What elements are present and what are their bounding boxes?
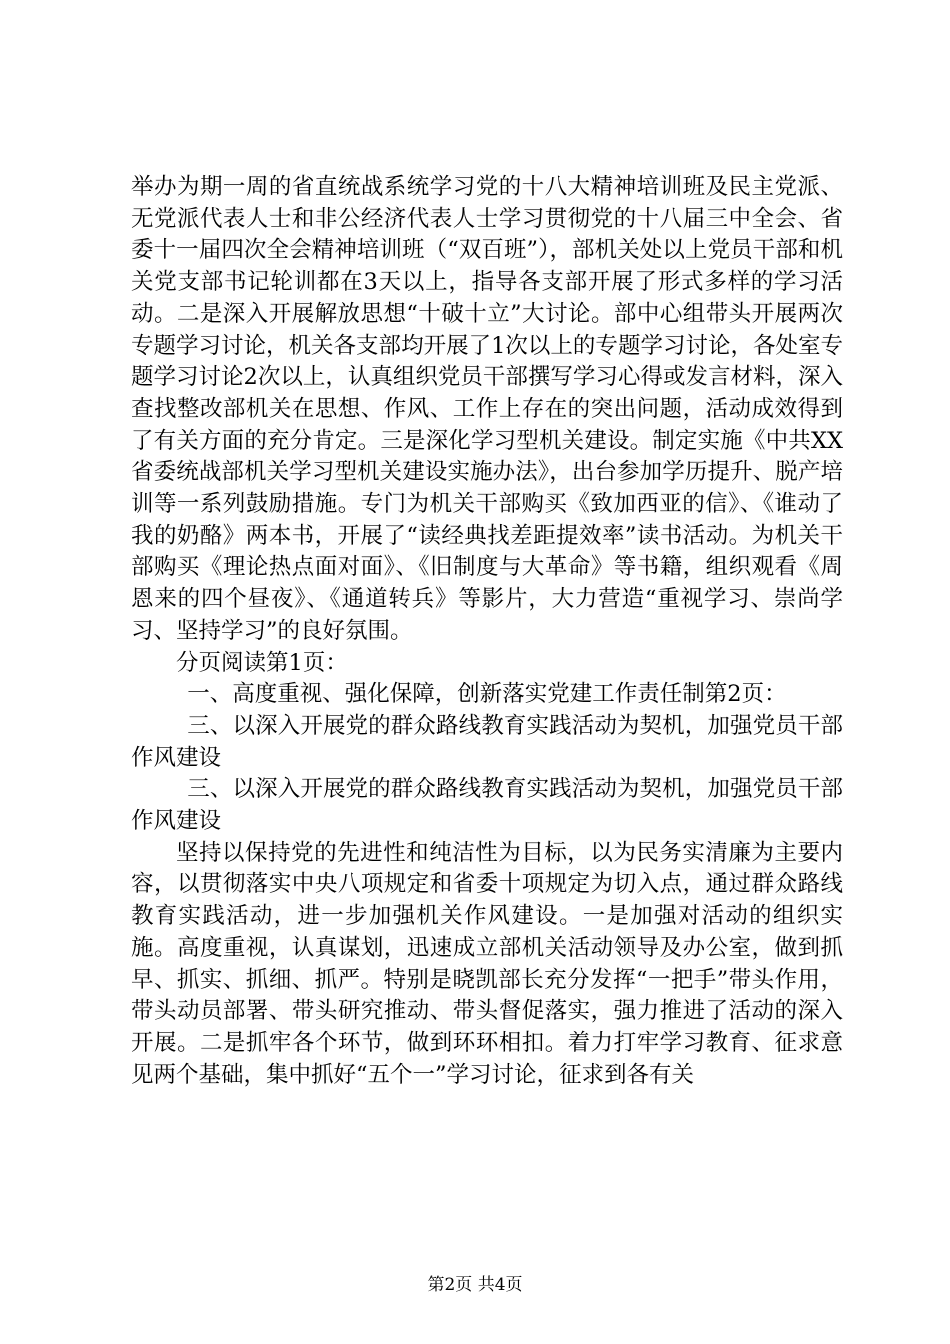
page-footer: 第2页 共4页 xyxy=(427,1275,523,1295)
paragraph-section-three-heading-repeat: 三、以深入开展党的群众路线教育实践活动为契机，加强党员干部作风建设 xyxy=(131,776,843,835)
paragraph-page-nav-1: 分页阅读第1页： xyxy=(176,649,348,676)
paragraph-section-one-heading: 一、高度重视、强化保障，创新落实党建工作责任制第2页： xyxy=(187,681,787,708)
paragraph-study-activities: 举办为期一周的省直统战系统学习党的十八大精神培训班及民主党派、无党派代表人士和非公经济代表人士学习贯彻党的十八届三中全会、省委十一届四次全会精神培训班（“双百班”），部机关处以上党员干部和机关党支部书记轮训都在3天以上，指导各支部开展了形式多样的学习活动。二是深入开展解放思想“十破十立”大讨论。部中心组带头开展两次专题学习讨论，机关各支部均开展了1次以上的专题学习讨论，各处室专题学习讨论2次以上，认真组织党员干部撰写学习心得或发言材料，深入查找整改部机关在思想、作风、工作上存在的突出问题，活动成效得到了有关方面的充分肯定。三是深化学习型机关建设。制定实施《中共XX省委统战部机关学习型机关建设实施办法》，出台参加学历提升、脱产培训等一系列鼓励措施。专门为机关干部购买《致加西亚的信》、《谁动了我的奶酪》两本书，开展了“读经典找差距提效率”读书活动。为机关干部购买《理论热点面对面》、《旧制度与大革命》等书籍，组织观看《周恩来的四个昼夜》、《通道转兵》等影片，大力营造“重视学习、崇尚学习、坚持学习”的良好氛围。 xyxy=(131,174,843,644)
document-body xyxy=(131,172,843,1091)
paragraph-section-three-heading: 三、以深入开展党的群众路线教育实践活动为契机，加强党员干部作风建设 xyxy=(131,712,843,771)
paragraph-work-style: 坚持以保持党的先进性和纯洁性为目标，以为民务实清廉为主要内容，以贯彻落实中央八项规定和省委十项规定为切入点，通过群众路线教育实践活动，进一步加强机关作风建设。一是加强对活动的组织实施。高度重视，认真谋划，迅速成立部机关活动领导及办公室，做到抓早、抓实、抓细、抓严。特别是晓凯部长充分发挥“一把手”带头作用，带头动员部署、带头研究推动、带头督促落实，强力推进了活动的深入开展。二是抓牢各个环节，做到环环相扣。着力打牢学习教育、征求意见两个基础，集中抓好“五个一”学习讨论，征求到各有关 xyxy=(131,839,843,1088)
